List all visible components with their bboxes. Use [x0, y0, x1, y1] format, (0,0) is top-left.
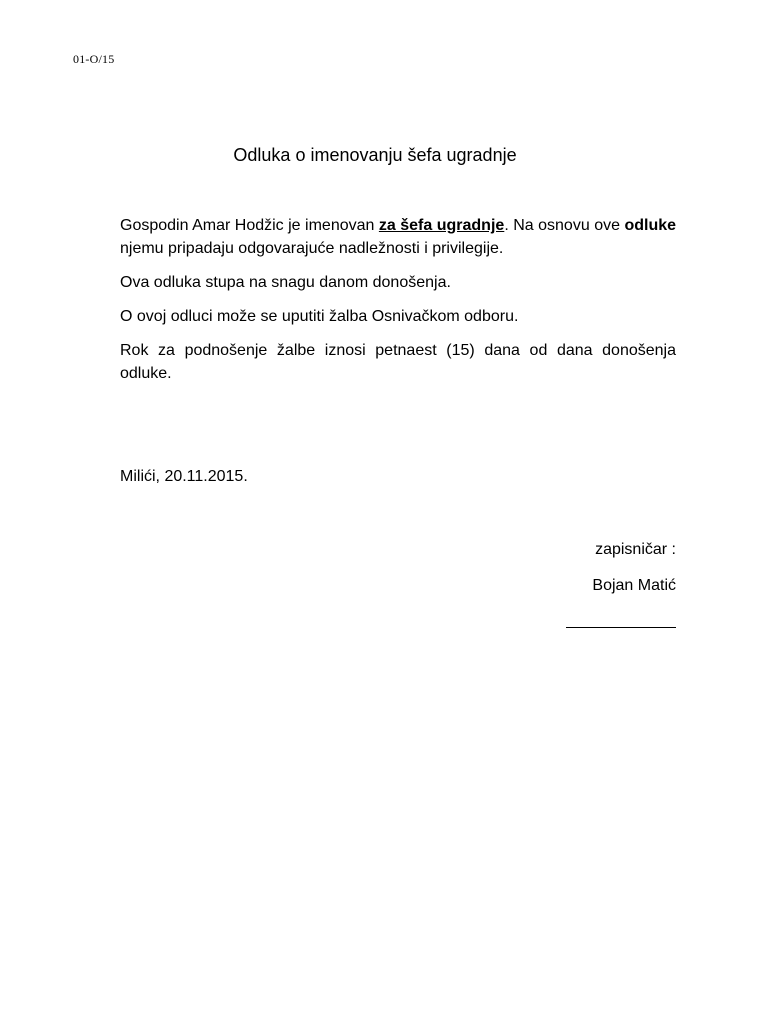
appointment-role-emphasis: za šefa ugradnje [378, 217, 505, 234]
place-and-date: Milići, 20.11.2015. [120, 468, 248, 485]
paragraph-effective: Ova odluka stupa na snagu danom donošenja. [120, 274, 451, 291]
document-title: Odluka o imenovanju šefa ugradnje [233, 145, 517, 165]
signature-block [476, 538, 676, 633]
document-body [120, 214, 676, 396]
paragraph-appointment-text-1: Gospodin Amar Hodžic je imenovan [120, 217, 379, 234]
paragraph-deadline: Rok za podnošenje žalbe iznosi petnaest (15) dana od dana donošenja odluke. [120, 342, 676, 382]
signature-line-wrapper [476, 615, 676, 633]
document-number: 01-O/15 [73, 52, 115, 66]
paragraph-appeal: O ovoj odluci može se uputiti žalba Osnivačkom odboru. [120, 308, 519, 325]
paragraph-appointment-text-2: . Na osnovu ove [504, 217, 625, 234]
decision-emphasis: odluke [624, 217, 677, 234]
signatory-role: zapisničar : [595, 541, 676, 558]
signatory-name: Bojan Matić [592, 577, 676, 594]
signature-line [566, 617, 676, 628]
paragraph-appointment-text-3: njemu pripadaju odgovarajuće nadležnosti i privilegije. [120, 240, 504, 257]
paragraph-appointment [120, 214, 676, 260]
